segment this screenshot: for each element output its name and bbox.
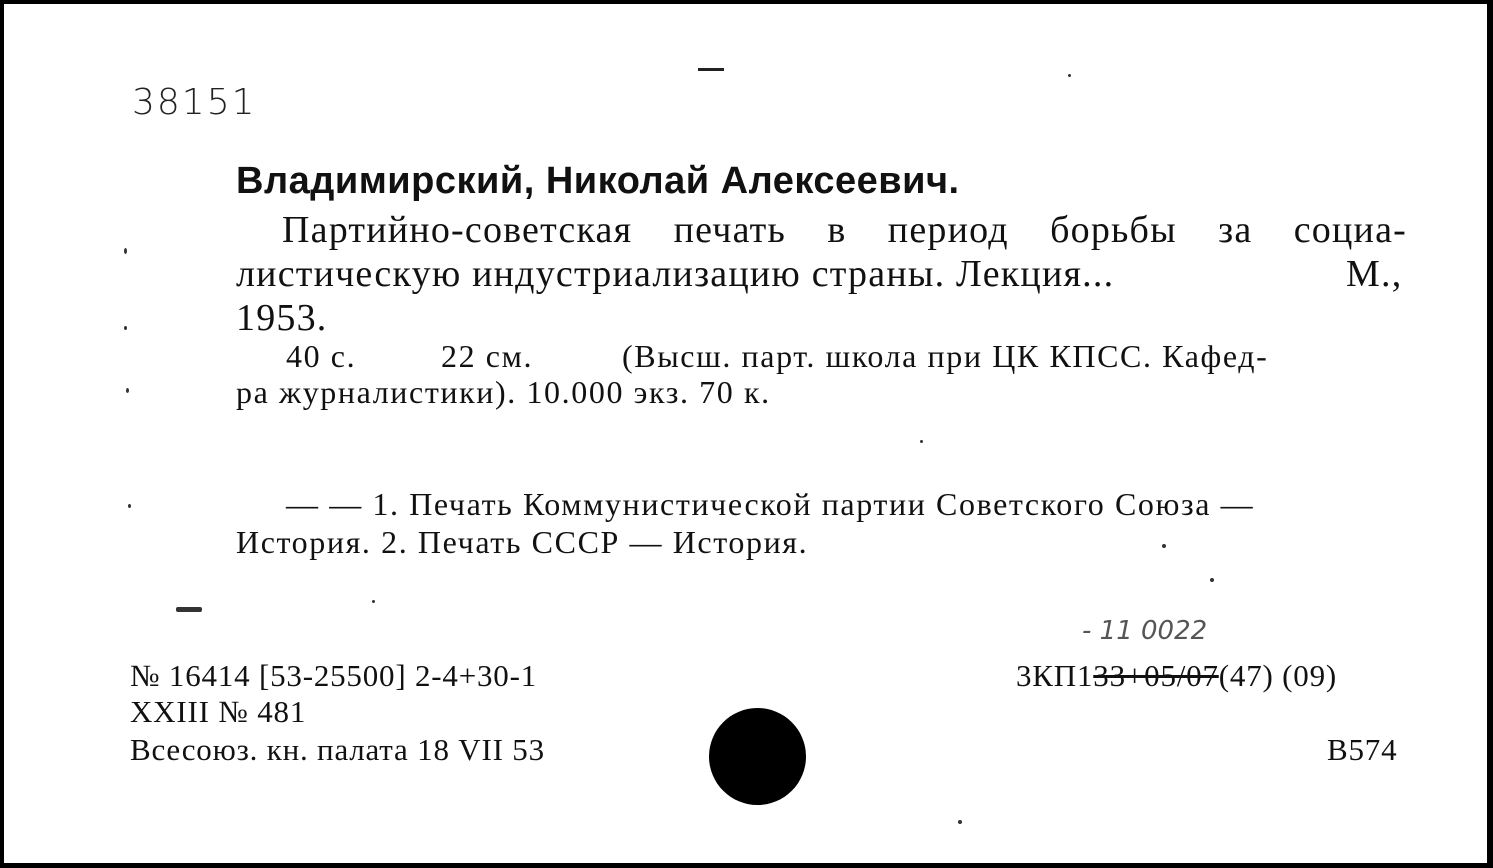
footer-chamber: Всесоюз. кн. палата 18 VII 53 bbox=[130, 732, 545, 767]
title-line-2: листическую индустриализацию страны. Лекция... bbox=[236, 253, 1115, 295]
speck bbox=[372, 600, 375, 603]
speck bbox=[920, 440, 923, 443]
footer-volume: XXIII № 481 bbox=[130, 694, 307, 729]
top-mark bbox=[698, 68, 724, 71]
classification-prefix: 3КП1 bbox=[1016, 658, 1094, 693]
speck bbox=[124, 248, 127, 254]
speck bbox=[958, 820, 962, 824]
speck bbox=[124, 326, 127, 330]
shelf-code: В574 bbox=[1327, 732, 1398, 767]
ink-mark bbox=[176, 607, 202, 612]
classification-code bbox=[1016, 658, 1337, 694]
subjects-line-2: История. 2. Печать СССР — История. bbox=[236, 524, 809, 560]
card-number: 38151 bbox=[132, 82, 257, 123]
series-line-1: (Высш. парт. школа при ЦК КПСС. Кафед- bbox=[622, 338, 1269, 374]
punch-hole bbox=[709, 708, 806, 805]
speck bbox=[128, 504, 131, 508]
classification-suffix: (47) (09) bbox=[1218, 658, 1338, 693]
handwritten-code: - 11 0022 bbox=[1082, 616, 1208, 646]
speck bbox=[126, 388, 129, 393]
speck bbox=[1162, 544, 1166, 548]
speck bbox=[1210, 578, 1214, 582]
author-heading: Владимирский, Николай Алексеевич. bbox=[236, 160, 960, 202]
catalog-card bbox=[4, 4, 1487, 863]
speck bbox=[1068, 74, 1071, 77]
size: 22 см. bbox=[441, 338, 534, 374]
series-line-2: ра журналистики). 10.000 экз. 70 к. bbox=[236, 374, 771, 410]
title-year: 1953. bbox=[236, 297, 328, 339]
pages: 40 с. bbox=[286, 338, 357, 374]
classification-struck: 33+05/07 bbox=[1093, 658, 1219, 693]
footer-registration: № 16414 [53-25500] 2-4+30-1 bbox=[130, 658, 538, 693]
title-place: М., bbox=[1346, 253, 1403, 295]
title-line-1: Партийно-советская печать в период борьбы за социа- bbox=[282, 209, 1407, 251]
subjects-line-1: — — 1. Печать Коммунистической партии Советского Союза — bbox=[286, 486, 1255, 522]
